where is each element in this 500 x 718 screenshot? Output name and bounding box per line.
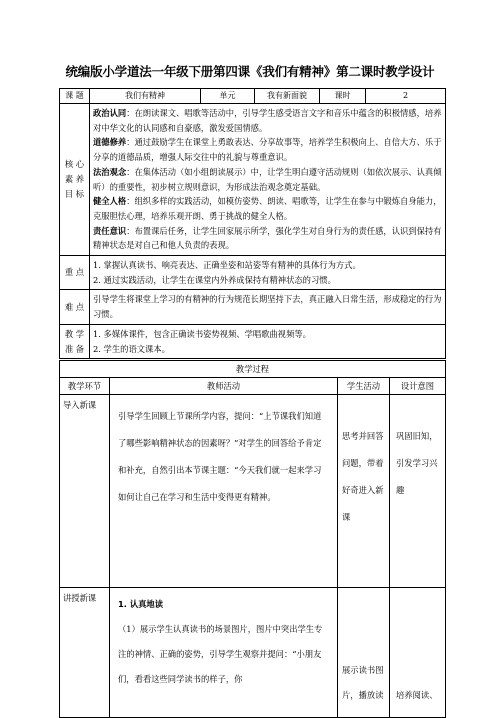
prep-item: 1. 多媒体课件，包含正确读书姿势视频、学唱歌曲视频等。 xyxy=(93,328,311,339)
literacy-item-head: 责任意识 xyxy=(93,225,127,236)
process-row-intro xyxy=(60,395,446,588)
stage-cell: 讲授新课 xyxy=(60,588,110,718)
literacy-item xyxy=(93,224,442,253)
student-activity-cell: 展示读书图片，播放读 xyxy=(338,588,390,718)
literacy-item-head: 政治认同 xyxy=(93,108,127,118)
column-header: 学生活动 xyxy=(338,378,390,395)
column-header: 设计意图 xyxy=(390,378,446,395)
column-header: 教师活动 xyxy=(110,378,338,395)
column-header: 教学环节 xyxy=(60,378,110,395)
key-point-item: 1. 掌握认真读书、响亮表达、正确坐姿和站姿等有精神的具体行为方式。 xyxy=(93,260,361,271)
process-column-header-row xyxy=(60,378,446,395)
literacy-item-head: 道德修养 xyxy=(93,137,127,148)
key-point-item: 2. 通过实践活动，让学生在课堂内外养成保持有精神状态的习惯。 xyxy=(93,274,336,285)
design-intent-cell: 巩固旧知，引发学习兴趣 xyxy=(390,395,446,588)
period-label: 课时 xyxy=(320,89,366,104)
student-activity-cell: 思考并回答问题，带着好奇进入新课 xyxy=(338,395,390,588)
period-value: 2 xyxy=(366,89,446,104)
literacy-item-head: 法治观念 xyxy=(93,166,127,177)
literacy-item-head: 健全人格 xyxy=(93,196,127,207)
key-points-row xyxy=(60,256,446,290)
key-points-content xyxy=(90,256,446,290)
difficulty-row xyxy=(60,290,446,324)
topic-label: 课 题 xyxy=(60,89,90,104)
literacy-item-text: ：在集体活动（如小组朗读展示）中，让学生明白遵守活动规则（如依次展示、认真倾听）的重要性，初步树立规则意识，为形成法治观念奠定基础。 xyxy=(93,166,442,192)
literacy-row xyxy=(60,104,446,256)
literacy-item-text: ：在朗读课文、唱歌等活动中，引导学生感受语言文字和音乐中蕴含的积极情感，培养对中华文化的认同感和自豪感，激发爱国情感。 xyxy=(93,108,442,133)
topic-value: 我们有精神 xyxy=(90,89,201,104)
difficulty-content: 引导学生将课堂上学习的有精神的行为规范长期坚持下去，真正融入日常生活，形成稳定的行为习惯。 xyxy=(90,290,446,324)
unit-value: 我有新面貌 xyxy=(255,89,320,104)
literacy-content xyxy=(90,104,446,256)
info-row xyxy=(60,89,446,104)
teacher-activity-cell xyxy=(110,588,338,718)
process-heading-row xyxy=(60,361,446,378)
literacy-item xyxy=(93,135,442,164)
literacy-item-text: ：布置课后任务，让学生回家展示所学，强化学生对自身行为的责任感，认识到保持有精神状态是对自己和他人负责的表现。 xyxy=(93,225,442,251)
process-heading: 教学过程 xyxy=(60,361,446,378)
lesson-plan-table xyxy=(59,88,446,359)
prep-label: 教 学 准 备 xyxy=(60,324,90,358)
process-row-new xyxy=(60,588,446,718)
stage-cell: 导入新课 xyxy=(60,395,110,588)
literacy-item-text: ：组织多样的实践活动，如模仿姿势、朗读、唱歌等，让学生在参与中锻炼自身能力，克服胆怯心理，培养乐观开朗、勇于挑战的健全人格。 xyxy=(93,196,442,221)
teacher-activity-heading: 1. 认真地读 xyxy=(118,599,164,609)
key-points-label: 重 点 xyxy=(60,256,90,290)
teacher-activity-text: （1）展示学生认真读书的场景图片，图片中突出学生专注的神情、正确的姿势，引导学生观察并提问：“小朋友们，看看这些同学读书的样子，你 xyxy=(118,624,323,684)
literacy-item xyxy=(93,194,442,223)
prep-row xyxy=(60,324,446,358)
difficulty-label: 难 点 xyxy=(60,290,90,324)
design-intent-cell: 培养阅读、 xyxy=(390,588,446,718)
literacy-label: 核 心 素 养 目 标 xyxy=(60,104,90,256)
literacy-item xyxy=(93,165,442,194)
literacy-item xyxy=(93,106,442,135)
document-title: 统编版小学道法一年级下册第四课《我们有精神》第二课时教学设计 xyxy=(65,64,435,79)
teacher-activity-cell: 引导学生回顾上节课所学内容，提问：“上节课我们知道了哪些影响精神状态的因素呀？”对学生的回答给予肯定和补充，自然引出本节课主题：“今天我们就一起来学习如何让自己在学习和生活中变得更有精神。 xyxy=(110,395,338,588)
process-table xyxy=(59,360,446,718)
unit-label: 单元 xyxy=(201,89,255,104)
prep-item: 2. 学生的语文课本。 xyxy=(93,343,170,354)
literacy-item-text: ：通过鼓励学生在课堂上勇敢表达、分享故事等，培养学生积极向上、自信大方、乐于分享的道德品质，增强人际交往中的礼貌与尊重意识。 xyxy=(93,137,442,163)
prep-content xyxy=(90,324,446,358)
